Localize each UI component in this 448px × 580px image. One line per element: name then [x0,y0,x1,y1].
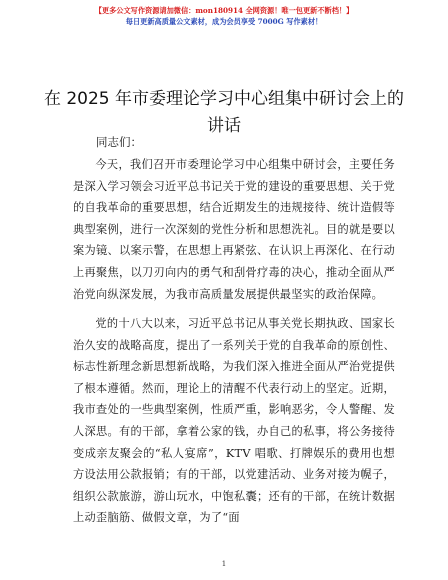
document-title: 在 2025 年市委理论学习中心组集中研讨会上的讲话 [43,89,405,136]
body-paragraph-1: 今天，我们召开市委理论学习中心组集中研讨会，主要任务是深入学习领会习近平总书记关于党的建设的重要思想、关于党的自我革命的重要思想，结合近期发生的违规接待、统计造假等典型案例，进行一次深刻的党性分析和思想洗礼。目的就是要以案为镜、以案示警，在思想上再紧弦、在认识上再深化、在行动上再聚焦，以刀刃向内的勇气和刮骨疗毒的决心，推动全面从严治党向纵深发展，为我市高质量发展提供最坚实的政治保障。 [73,158,395,301]
body-paragraph-2: 党的十八大以来，习近平总书记从事关党长期执政、国家长治久安的战略高度，提出了一系列关于党的自我革命的原创性、标志性新理念新思想新战略，为我们深入推进全面从严治党提供了根本遵循。然而，理论上的清醒不代表行动上的坚定。近期，我市查处的一些典型案例，性质严重，影响恶劣，令人警醒、发人深思。有的干部，拿着公家的钱，办自己的私事，将公务接待变成亲友聚会的“私人宴席”，KTV 唱歌、打牌娱乐的费用也想方设法用公款报销；有的干部，以党建活动、业务对接为幌子，组织公款旅游，游山玩水，中饱私囊；还有的干部，在统计数据上动歪脑筋、做假文章，为了“面 [73,317,395,525]
promo-banner-line-2: 每日更新高质量公文素材，成为会员享受 7000G 写作素材！ [125,17,323,26]
salutation: 同志们： [96,135,142,149]
page-number: 1 [221,560,227,568]
promo-banner-line-1: 【更多公文写作资源请加微信：mon180914 全网资源！唯一包更新不断档！】 [94,6,354,15]
